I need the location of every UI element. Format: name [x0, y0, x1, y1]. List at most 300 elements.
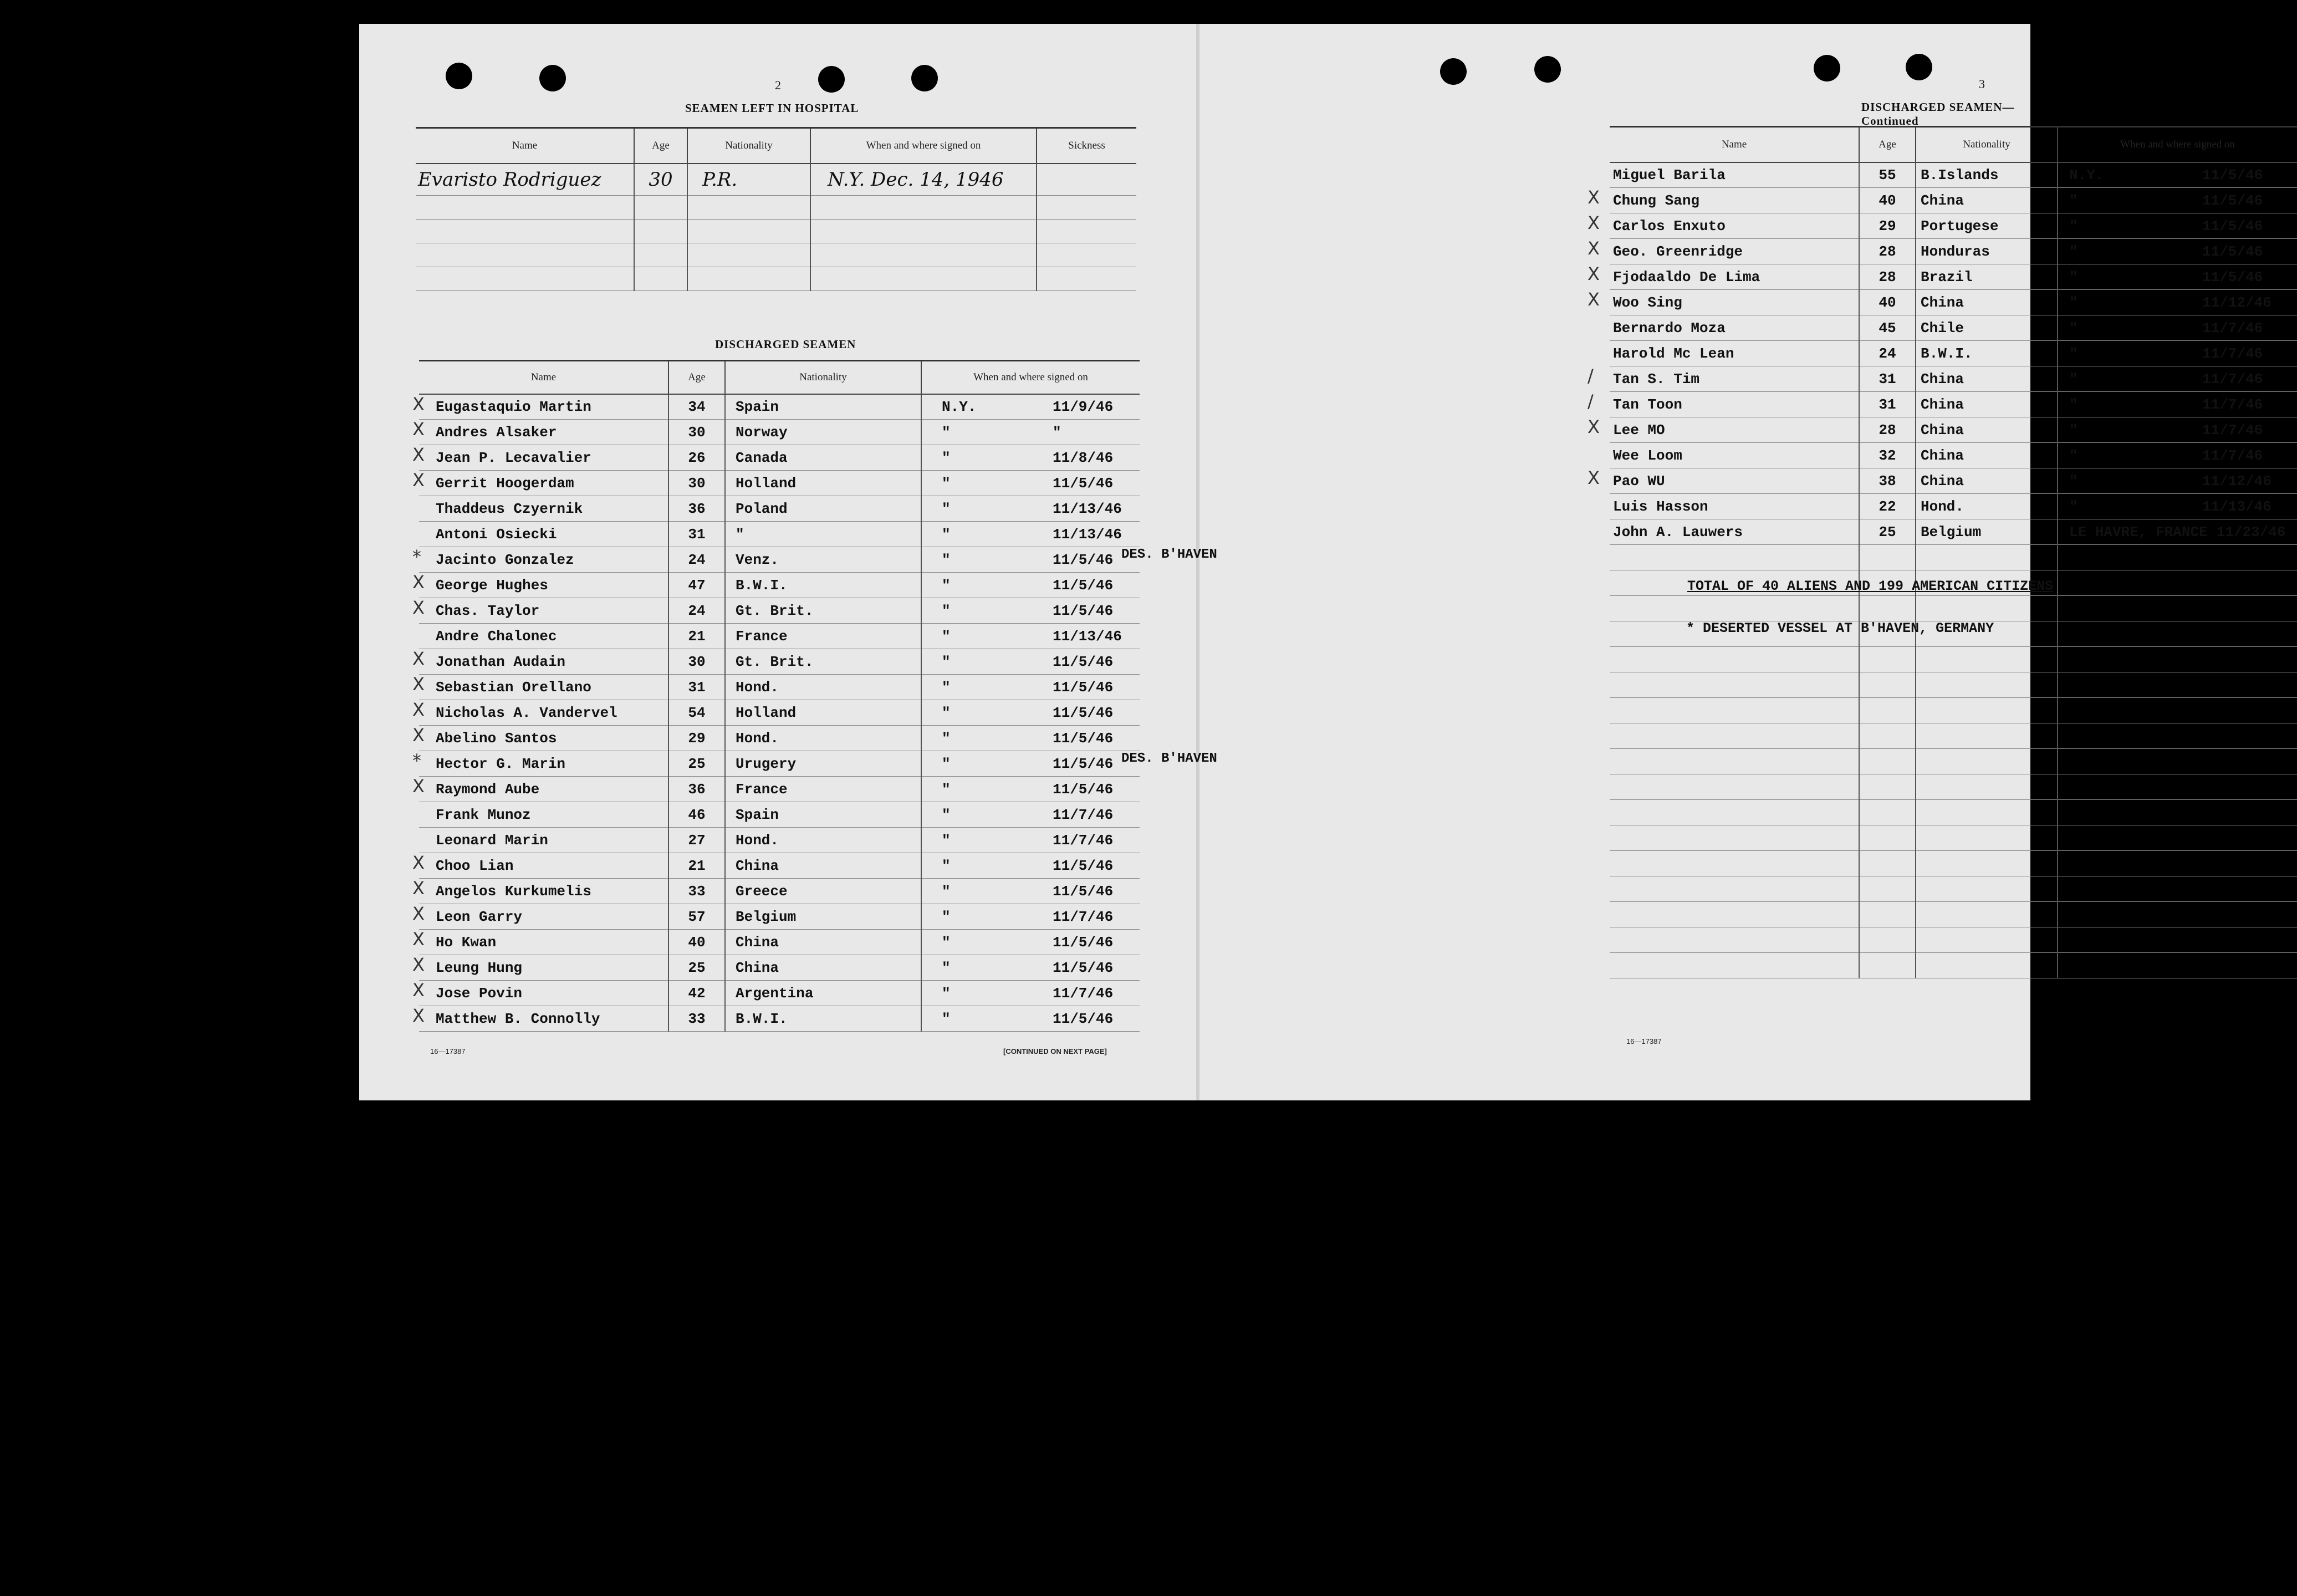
signed-on-date: 11/8/46 [1053, 449, 1114, 466]
blank-cell [1859, 647, 1916, 672]
seaman-nationality: Hond. [725, 828, 921, 853]
seaman-name-cell [412, 648, 668, 675]
blank-ruled-row [1610, 596, 2297, 621]
blank-ruled-row [1610, 545, 2297, 570]
signed-on-date: 11/5/46 [1053, 679, 1114, 696]
page-number: 3 [1979, 77, 1985, 91]
blank-ruled-row [1610, 672, 2297, 698]
check-mark: X [412, 648, 425, 669]
hospital-signed-on: N.Y. Dec. 14, 1946 [810, 164, 1037, 196]
blank-cell [1859, 851, 1916, 876]
blank-cell [1916, 723, 2058, 749]
signed-on-date: 11/13/46 [1053, 500, 1122, 517]
seaman-nationality: China [1916, 290, 2058, 315]
seaman-name-cell [412, 929, 668, 955]
seaman-name-cell [1588, 416, 1859, 443]
check-mark: X [412, 878, 425, 899]
seaman-name: Chung Sang [1613, 192, 1700, 209]
table-row [419, 624, 1140, 649]
blank-ruled-row [1610, 723, 2297, 749]
seaman-age: 24 [668, 598, 725, 624]
signed-on-date: 11/5/46 [1053, 577, 1114, 594]
signed-on-place: " [942, 934, 951, 951]
check-mark: X [412, 929, 425, 950]
signed-on-date: 11/5/46 [2202, 166, 2263, 183]
signed-on-cell [2058, 468, 2297, 494]
blank-cell [1859, 596, 1916, 621]
signed-on-cell [921, 828, 1140, 853]
signed-on-place: " [2069, 319, 2078, 336]
seaman-name: Pao WU [1613, 472, 1665, 489]
blank-ruled-row [1610, 953, 2297, 978]
signed-on-place: " [942, 1010, 951, 1027]
signed-on-date: 11/13/46 [1053, 628, 1122, 645]
table-row [419, 471, 1140, 496]
signed-on-cell [2058, 366, 2297, 392]
seaman-name-cell [1610, 341, 1859, 366]
signed-on-date: 11/5/46 [1053, 857, 1114, 874]
blank-cell [1610, 927, 1859, 953]
signed-on-cell [2058, 239, 2297, 264]
blank-cell [1859, 825, 1916, 851]
check-mark: / [1588, 391, 1594, 412]
blank-cell [2058, 953, 2297, 978]
seaman-name: Leon Garry [436, 908, 523, 925]
signed-on-date: 11/7/46 [2202, 421, 2263, 438]
signed-on-place: " [2069, 421, 2078, 438]
seaman-nationality: Belgium [1916, 519, 2058, 545]
blank-cell [2058, 698, 2297, 723]
seaman-name: Tan S. Tim [1613, 370, 1700, 387]
table-row [419, 573, 1140, 598]
signed-on-cell [921, 777, 1140, 802]
check-mark: X [412, 444, 425, 465]
seaman-name: Luis Hasson [1613, 498, 1708, 515]
blank-cell [2058, 851, 2297, 876]
seaman-name-cell [412, 419, 668, 445]
hospital-name: Evaristo Rodriguez [416, 164, 634, 196]
table-row [1610, 341, 2297, 366]
seaman-name-cell [1588, 263, 1859, 290]
seaman-nationality: France [725, 624, 921, 649]
seaman-name: Frank Munoz [436, 806, 531, 823]
signed-on-cell [2058, 341, 2297, 366]
seaman-age: 31 [1859, 392, 1916, 417]
page-number: 2 [775, 78, 781, 92]
signed-on-date: 11/5/46 [1053, 653, 1114, 670]
seaman-age: 25 [1859, 519, 1916, 545]
seaman-name: Antoni Osiecki [436, 526, 557, 543]
table-row [419, 853, 1140, 879]
blank-ruled-row [1610, 800, 2297, 825]
discharged-continued-table [1588, 126, 2297, 978]
seaman-nationality: Gt. Brit. [725, 649, 921, 675]
check-mark: X [1588, 416, 1600, 437]
seaman-name-cell [1588, 212, 1859, 239]
seaman-name-cell [412, 980, 668, 1006]
col-header-nationality: Nationality [687, 128, 810, 164]
seaman-name-cell [419, 522, 668, 547]
blank-cell [1610, 902, 1859, 927]
seaman-nationality: China [725, 955, 921, 981]
blank-ruled-row [1610, 851, 2297, 876]
seaman-name-cell [419, 828, 668, 853]
seaman-nationality: Brazil [1916, 264, 2058, 290]
signed-on-cell [2058, 264, 2297, 290]
seaman-name-cell [419, 624, 668, 649]
seaman-age: 27 [668, 828, 725, 853]
seaman-name-cell [412, 1005, 668, 1032]
seaman-age: 24 [1859, 341, 1916, 366]
signed-on-place: " [942, 602, 951, 619]
seaman-name: Fjodaaldo De Lima [1613, 268, 1760, 285]
signed-on-cell [921, 879, 1140, 904]
blank-ruled-row [1610, 647, 2297, 672]
table-row [419, 598, 1140, 624]
hospital-nationality: P.R. [687, 164, 810, 196]
seaman-age: 47 [668, 573, 725, 598]
seaman-age: 40 [1859, 188, 1916, 213]
signed-on-date: 11/5/46 [1053, 475, 1114, 492]
seaman-name: Andre Chalonec [436, 628, 557, 645]
signed-on-cell [2058, 188, 2297, 213]
check-mark: / [1588, 365, 1594, 386]
signed-on-place: N.Y. [942, 398, 977, 415]
blank-ruled-row [1610, 698, 2297, 723]
signed-on-cell [921, 700, 1140, 726]
check-mark: X [412, 674, 425, 695]
table-row [419, 1006, 1140, 1032]
blank-cell [1610, 825, 1859, 851]
table-row [419, 700, 1140, 726]
blank-cell [1859, 698, 1916, 723]
discharged-section-title: DISCHARGED SEAMEN [715, 338, 856, 351]
signed-on-cell [921, 394, 1140, 420]
signed-on-date: 11/7/46 [2202, 447, 2263, 464]
blank-cell [1859, 953, 1916, 978]
seaman-nationality: B.Islands [1916, 162, 2058, 188]
table-row [419, 675, 1140, 700]
seaman-name-cell [1610, 519, 1859, 545]
blank-ruled-row [1610, 825, 2297, 851]
seaman-nationality: Poland [725, 496, 921, 522]
seaman-name: Geo. Greenridge [1613, 243, 1743, 260]
hospital-section-title: SEAMEN LEFT IN HOSPITAL [685, 101, 859, 115]
blank-cell [1610, 749, 1859, 774]
blank-cell [1916, 851, 2058, 876]
seaman-age: 30 [668, 420, 725, 445]
seaman-name-cell [412, 750, 668, 777]
seaman-nationality: Gt. Brit. [725, 598, 921, 624]
blank-cell [1916, 545, 2058, 570]
blank-cell [1610, 876, 1859, 902]
signed-on-place: " [2069, 192, 2078, 209]
table-row [416, 164, 1136, 196]
signed-on-place: " [942, 755, 951, 772]
check-mark: X [412, 699, 425, 720]
seaman-name-cell [412, 878, 668, 904]
signed-on-cell [2058, 315, 2297, 341]
seaman-nationality: Holland [725, 471, 921, 496]
blank-cell [1610, 596, 1859, 621]
seaman-nationality: Honduras [1916, 239, 2058, 264]
signed-on-cell [921, 649, 1140, 675]
seaman-nationality: China [725, 930, 921, 955]
signed-on-date: " [1053, 424, 1061, 441]
blank-cell [1610, 723, 1859, 749]
table-row [419, 879, 1140, 904]
signed-on-place: " [942, 806, 951, 823]
blank-cell [1916, 953, 2058, 978]
seaman-name: Raymond Aube [436, 781, 540, 798]
seaman-nationality: China [1916, 417, 2058, 443]
seaman-name-cell [1610, 162, 1859, 188]
signed-on-place: " [2069, 498, 2078, 515]
signed-on-place: " [2069, 472, 2078, 489]
table-row [419, 981, 1140, 1006]
blank-cell [1859, 723, 1916, 749]
signed-on-date: 11/7/46 [1053, 806, 1114, 823]
seaman-age: 30 [668, 649, 725, 675]
left-page [359, 24, 1217, 1100]
blank-cell [2058, 800, 2297, 825]
col-header-name: Name [419, 361, 668, 394]
blank-ruled-row [1610, 927, 2297, 953]
seaman-name: Nicholas A. Vandervel [436, 704, 617, 721]
seaman-name: John A. Lauwers [1613, 523, 1743, 541]
seaman-name-cell [412, 393, 668, 420]
seaman-name: Eugastaquio Martin [436, 398, 591, 415]
seaman-name: Jonathan Audain [436, 653, 566, 670]
seaman-age: 36 [668, 496, 725, 522]
seaman-name-cell [412, 444, 668, 471]
blank-cell [1859, 672, 1916, 698]
check-mark: X [412, 852, 425, 873]
table-row [1610, 315, 2297, 341]
signed-on-place: " [942, 628, 951, 645]
table-row [419, 930, 1140, 955]
blank-ruled-row [1610, 902, 2297, 927]
signed-on-date: 11/5/46 [1053, 781, 1114, 798]
signed-on-date: 11/13/46 [2202, 498, 2272, 515]
blank-cell [2058, 570, 2297, 596]
check-mark: X [412, 572, 425, 593]
col-header-age: Age [1859, 127, 1916, 162]
blank-cell [1916, 800, 2058, 825]
blank-cell [2058, 621, 2297, 647]
seaman-name: Matthew B. Connolly [436, 1010, 600, 1027]
seaman-age: 34 [668, 394, 725, 420]
seaman-name-cell [412, 954, 668, 981]
signed-on-place: " [942, 857, 951, 874]
check-mark: X [412, 419, 425, 440]
signed-on-date: 11/5/46 [2202, 243, 2263, 260]
seaman-name-cell [412, 674, 668, 700]
seaman-name-cell [419, 802, 668, 828]
table-row [419, 828, 1140, 853]
signed-on-place: " [942, 551, 951, 568]
seaman-name: Hector G. Marin [436, 755, 566, 772]
col-header-signed-on: When and where signed on [810, 128, 1037, 164]
table-row [1610, 443, 2297, 468]
seaman-age: 57 [668, 904, 725, 930]
signed-on-date: 11/5/46 [1053, 755, 1114, 772]
signed-on-cell [2058, 494, 2297, 519]
signed-on-date: 11/5/46 [2202, 192, 2263, 209]
seaman-age: 55 [1859, 162, 1916, 188]
blank-cell [1610, 774, 1859, 800]
blank-cell [1610, 800, 1859, 825]
seaman-nationality: China [725, 853, 921, 879]
seaman-name: Choo Lian [436, 857, 514, 874]
blank-cell [1610, 953, 1859, 978]
seaman-name-cell [1588, 238, 1859, 264]
table-row [1610, 264, 2297, 290]
seaman-name: Leung Hung [436, 959, 523, 976]
form-number: 16—17387 [430, 1047, 466, 1055]
seaman-name-cell [419, 496, 668, 522]
check-mark: X [412, 954, 425, 975]
signed-on-date: 11/7/46 [2202, 370, 2263, 387]
blank-cell [2058, 749, 2297, 774]
signed-on-date: 11/12/46 [2202, 294, 2272, 311]
seaman-nationality: China [1916, 188, 2058, 213]
seaman-age: 25 [668, 955, 725, 981]
col-header-sickness: Sickness [1037, 128, 1136, 164]
signed-on-place: " [2069, 370, 2078, 387]
signed-on-place: " [942, 985, 951, 1002]
table-row [1610, 162, 2297, 188]
seaman-age: 36 [668, 777, 725, 802]
seaman-age: 26 [668, 445, 725, 471]
col-header-name: Name [416, 128, 634, 164]
signed-on-date: 11/5/46 [1053, 959, 1114, 976]
check-mark: X [1588, 263, 1600, 284]
seaman-name: Bernardo Moza [1613, 319, 1726, 336]
blank-cell [1859, 876, 1916, 902]
seaman-age: 30 [668, 471, 725, 496]
seaman-nationality: Hond. [1916, 494, 2058, 519]
signed-on-place: " [942, 832, 951, 849]
seaman-nationality: China [1916, 392, 2058, 417]
signed-on-cell [2058, 392, 2297, 417]
seaman-name: Andres Alsaker [436, 424, 557, 441]
table-row [419, 955, 1140, 981]
blank-cell [2058, 876, 2297, 902]
seaman-name: Thaddeus Czyernik [436, 500, 583, 517]
col-header-signed-on: When and where signed on [2058, 127, 2297, 162]
signed-on-date: 11/5/46 [1053, 1010, 1114, 1027]
table-row [419, 904, 1140, 930]
signed-on-cell [921, 445, 1140, 471]
seaman-age: 22 [1859, 494, 1916, 519]
table-row [1610, 188, 2297, 213]
seaman-name: Sebastian Orellano [436, 679, 591, 696]
check-mark: X [1588, 467, 1600, 488]
signed-on-place: " [2069, 345, 2078, 362]
seaman-name-cell [1588, 289, 1859, 315]
blank-cell [1859, 800, 1916, 825]
signed-on-place: " [942, 424, 951, 441]
seaman-name-cell [412, 546, 668, 573]
signed-on-date: 11/5/46 [1053, 934, 1114, 951]
seaman-name: Leonard Marin [436, 832, 548, 849]
seaman-nationality: Canada [725, 445, 921, 471]
signed-on-cell [921, 420, 1140, 445]
check-mark: X [1588, 238, 1600, 259]
blank-cell [2058, 723, 2297, 749]
deserted-annotation: DES. B'HAVEN [1121, 751, 1217, 766]
blank-cell [1916, 825, 2058, 851]
seaman-nationality: Hond. [725, 726, 921, 751]
deserted-note: * DESERTED VESSEL AT B'HAVEN, GERMANY [1686, 620, 1994, 636]
seaman-nationality: Chile [1916, 315, 2058, 341]
blank-cell [1916, 749, 2058, 774]
blank-cell [1610, 647, 1859, 672]
blank-ruled-row [1610, 774, 2297, 800]
seaman-nationality: China [1916, 468, 2058, 494]
signed-on-cell [921, 853, 1140, 879]
seaman-name-cell [412, 470, 668, 496]
seaman-name: George Hughes [436, 577, 548, 594]
signed-on-date: 11/5/46 [1053, 602, 1114, 619]
signed-on-place: " [942, 883, 951, 900]
seaman-name: Tan Toon [1613, 396, 1682, 413]
check-mark: X [412, 725, 425, 746]
signed-on-place: " [2069, 396, 2078, 413]
signed-on-place: " [942, 526, 951, 543]
seaman-nationality: Portugese [1916, 213, 2058, 239]
table-row [419, 726, 1140, 751]
seaman-name-cell [1588, 187, 1859, 213]
check-mark: X [412, 1005, 425, 1026]
table-row [1610, 494, 2297, 519]
total-line: TOTAL OF 40 ALIENS AND 199 AMERICAN CITIZENS [1687, 578, 2054, 594]
seaman-nationality: Norway [725, 420, 921, 445]
blank-cell [2058, 672, 2297, 698]
seaman-name-cell [1610, 494, 1859, 519]
seaman-nationality: B.W.I. [1916, 341, 2058, 366]
blank-cell [1916, 902, 2058, 927]
seaman-age: 45 [1859, 315, 1916, 341]
seaman-age: 33 [668, 879, 725, 904]
deserted-annotation: DES. B'HAVEN [1121, 547, 1217, 562]
right-page [1199, 24, 2286, 1100]
blank-cell [1859, 774, 1916, 800]
blank-cell [1859, 927, 1916, 953]
signed-on-cell [921, 496, 1140, 522]
seaman-name: Gerrit Hoogerdam [436, 475, 574, 492]
blank-cell [2058, 647, 2297, 672]
seaman-nationality: B.W.I. [725, 573, 921, 598]
check-mark: X [1588, 212, 1600, 233]
continued-note: [CONTINUED ON NEXT PAGE] [1003, 1047, 1107, 1055]
signed-on-date: 11/12/46 [2202, 472, 2272, 489]
seaman-age: 31 [668, 675, 725, 700]
check-mark: X [412, 597, 425, 618]
seaman-nationality: Hond. [725, 675, 921, 700]
seaman-age: 21 [668, 853, 725, 879]
signed-on-cell [921, 598, 1140, 624]
signed-on-date: 11/7/46 [2202, 345, 2263, 362]
blank-cell [1610, 545, 1859, 570]
blank-cell [1916, 927, 2058, 953]
table-row [1610, 417, 2297, 443]
seaman-age: 31 [668, 522, 725, 547]
check-mark: * [412, 546, 421, 567]
seaman-name-cell [1588, 467, 1859, 494]
seaman-age: 40 [668, 930, 725, 955]
